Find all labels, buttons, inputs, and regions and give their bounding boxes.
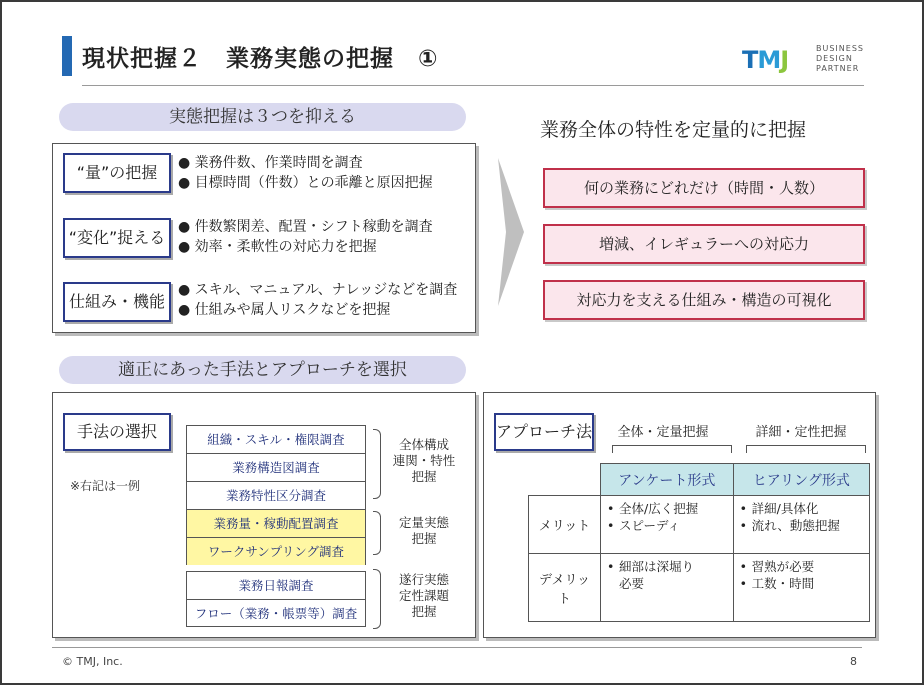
bullet: ● 仕組みや属人リスクなどを把握 <box>178 302 391 318</box>
insight-box: 対応力を支える仕組み・構造の可視化 <box>543 280 865 320</box>
table-cell <box>601 554 734 622</box>
logo-line-design: DESIGN <box>816 54 853 63</box>
column-bracket <box>746 445 866 453</box>
bullet: ● 目標時間（件数）との乖離と原因把握 <box>178 175 433 191</box>
column-label: 全体・定量把握 <box>617 425 709 440</box>
section2-pill: 適正にあった手法とアプローチを選択 <box>59 356 466 384</box>
bracket-label-line: 把握 <box>411 604 437 619</box>
logo-line-partner: PARTNER <box>816 64 860 73</box>
copyright: © TMJ, Inc. <box>62 655 123 668</box>
cell-bullet: • 流れ、動態把握 <box>740 517 863 534</box>
three-points-box <box>52 143 476 333</box>
bullet: ● 業務件数、作業時間を調査 <box>178 155 363 171</box>
bracket <box>373 569 381 629</box>
bracket-label-line: 遂行実態 <box>398 572 449 587</box>
cell-bullet: • 詳細/具体化 <box>740 500 863 517</box>
bracket-label-line: 定量実態 <box>398 515 449 530</box>
table-corner <box>529 464 601 496</box>
cell-bullet: • 全体/広く把握 <box>607 500 727 517</box>
column-header: アンケート形式 <box>601 464 734 496</box>
tag-mechanism: 仕組み・機能 <box>63 282 171 322</box>
tag-method-selection: 手法の選択 <box>63 413 171 451</box>
bullet: ● スキル、マニュアル、ナレッジなどを調査 <box>178 282 458 298</box>
logo-letter-m: M <box>757 46 781 74</box>
logo-text <box>816 44 864 74</box>
column-label: 詳細・定性把握 <box>755 425 847 440</box>
cell-bullet-continuation: 必要 <box>619 576 645 591</box>
bullets-change <box>178 217 433 257</box>
tag-approach: アプローチ法 <box>494 413 594 451</box>
bracket <box>373 511 381 555</box>
table-row <box>529 554 870 622</box>
bracket-label-line: 連関・特性 <box>392 453 456 468</box>
logo-letter-t: T <box>742 46 758 74</box>
method-selection-box <box>52 392 476 638</box>
table-row <box>529 496 870 554</box>
column-header: ヒアリング形式 <box>733 464 869 496</box>
bracket-label <box>383 437 465 485</box>
tag-quantity: “量”の把握 <box>63 153 171 193</box>
page-number: 8 <box>850 655 857 668</box>
method-item: 業務日報調査 <box>186 571 366 599</box>
bullet: ● 件数繁閑差、配置・シフト稼動を調査 <box>178 219 433 235</box>
bracket-label-line: 定性課題 <box>398 588 449 603</box>
table-cell <box>601 496 734 554</box>
bullets-mechanism <box>178 280 457 320</box>
cell-bullet: • 細部は深堀り <box>607 558 727 575</box>
method-item: 業務構造図調査 <box>186 453 366 481</box>
bullet: ● 効率・柔軟性の対応力を把握 <box>178 239 377 255</box>
column-bracket <box>612 445 732 453</box>
method-item: 組織・スキル・権限調査 <box>186 425 366 453</box>
bracket-label <box>383 515 465 547</box>
page-title: 現状把握２ 業務実態の把握 ① <box>82 46 439 72</box>
approach-box <box>483 392 876 638</box>
bracket <box>373 429 381 499</box>
method-list <box>186 425 366 627</box>
footer-divider <box>52 647 862 648</box>
example-note: ※右記は一例 <box>70 479 141 493</box>
insight-box: 何の業務にどれだけ（時間・人数） <box>543 168 865 208</box>
table-cell <box>733 554 869 622</box>
bracket-label-line: 把握 <box>411 469 437 484</box>
method-item-highlighted: 業務量・稼動配置調査 <box>186 509 366 537</box>
right-heading: 業務全体の特性を定量的に把握 <box>540 119 807 141</box>
cell-bullet: • スピーディ <box>607 517 727 534</box>
chevron-right-icon <box>498 158 524 306</box>
comparison-table <box>528 463 870 622</box>
logo-line-business: BUSINESS <box>816 44 864 53</box>
method-item-highlighted: ワークサンプリング調査 <box>186 537 366 565</box>
cell-bullet: • 習熟が必要 <box>740 558 863 575</box>
logo-mark <box>742 46 788 74</box>
method-item: フロー（業務・帳票等）調査 <box>186 599 366 627</box>
title-accent-bar <box>62 36 72 76</box>
insight-box: 増減、イレギュラーへの対応力 <box>543 224 865 264</box>
table-cell <box>733 496 869 554</box>
cell-bullet: • 工数・時間 <box>740 575 863 592</box>
row-header: メリット <box>529 496 601 554</box>
title-divider <box>82 85 864 86</box>
logo-letter-j: J <box>780 46 789 74</box>
bracket-label-line: 把握 <box>411 531 437 546</box>
bracket-label-line: 全体構成 <box>398 437 449 452</box>
table-header-row <box>529 464 870 496</box>
method-item: 業務特性区分調査 <box>186 481 366 509</box>
bullets-quantity <box>178 153 433 193</box>
section1-pill: 実態把握は３つを抑える <box>59 103 466 131</box>
tag-change: “変化”捉える <box>63 218 171 258</box>
bracket-label <box>383 572 465 620</box>
row-header: デメリット <box>529 554 601 622</box>
